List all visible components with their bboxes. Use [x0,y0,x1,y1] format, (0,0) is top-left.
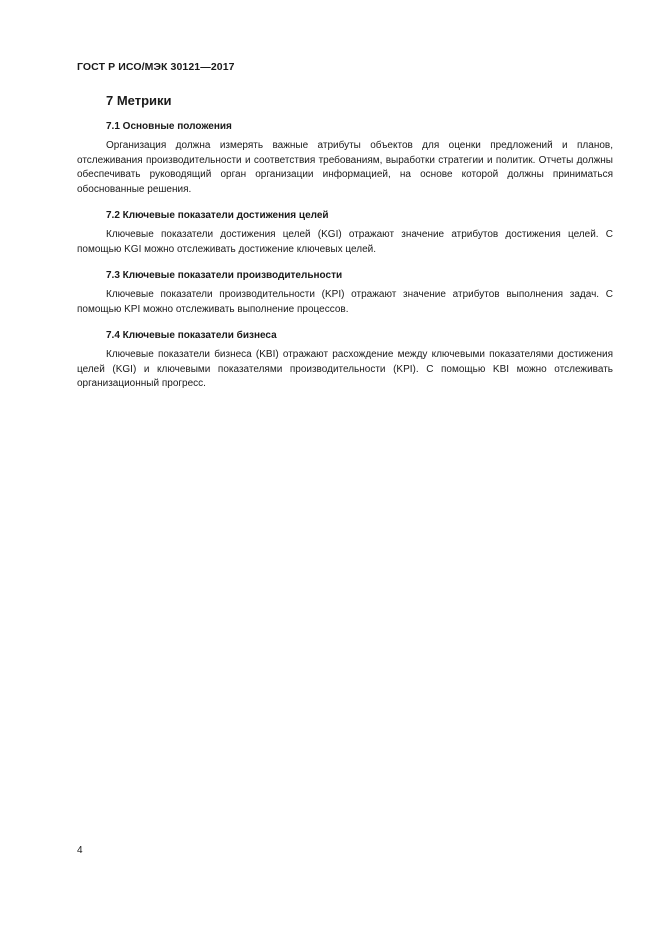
subsection-7-3 [77,269,613,317]
document-body [77,92,613,392]
subsection-7-1 [77,120,613,197]
subsection-title: 7.2 Ключевые показатели достижения целей [106,210,329,221]
section-title: 7 Метрики [106,93,172,108]
subsection-title: 7.3 Ключевые показатели производительности [106,270,343,281]
subsection-title: 7.1 Основные положения [106,121,232,132]
subsection-paragraph: Ключевые показатели производительности (KPI) отражают значение атрибутов выполнения задач. С помощью KPI можно отслеживать выполнение процессов. [77,289,613,315]
subsection-7-4 [77,329,613,392]
subsection-paragraph: Ключевые показатели достижения целей (KGI) отражают значение атрибутов достижения целей. С помощью KGI можно отслеживать достижение ключевых целей. [77,229,613,255]
document-header: ГОСТ Р ИСО/МЭК 30121—2017 [77,61,235,73]
subsection-7-2 [77,209,613,257]
page-number: 4 [77,845,83,856]
subsection-paragraph: Организация должна измерять важные атрибуты объектов для оценки предложений и планов, отслеживания производительности и соответствия требованиям, выработки стратегии и политик. Отчеты должны обеспечивать руководящий орган организации информацией, на основе которой должны приниматься обоснованные решения. [77,140,613,195]
subsection-paragraph: Ключевые показатели бизнеса (KBI) отражают расхождение между ключевыми показателями достижения целей (KGI) и ключевыми показателями производительности (KPI). С помощью KBI можно отслеживать организационный прогресс. [77,349,613,389]
subsection-title: 7.4 Ключевые показатели бизнеса [106,330,277,341]
